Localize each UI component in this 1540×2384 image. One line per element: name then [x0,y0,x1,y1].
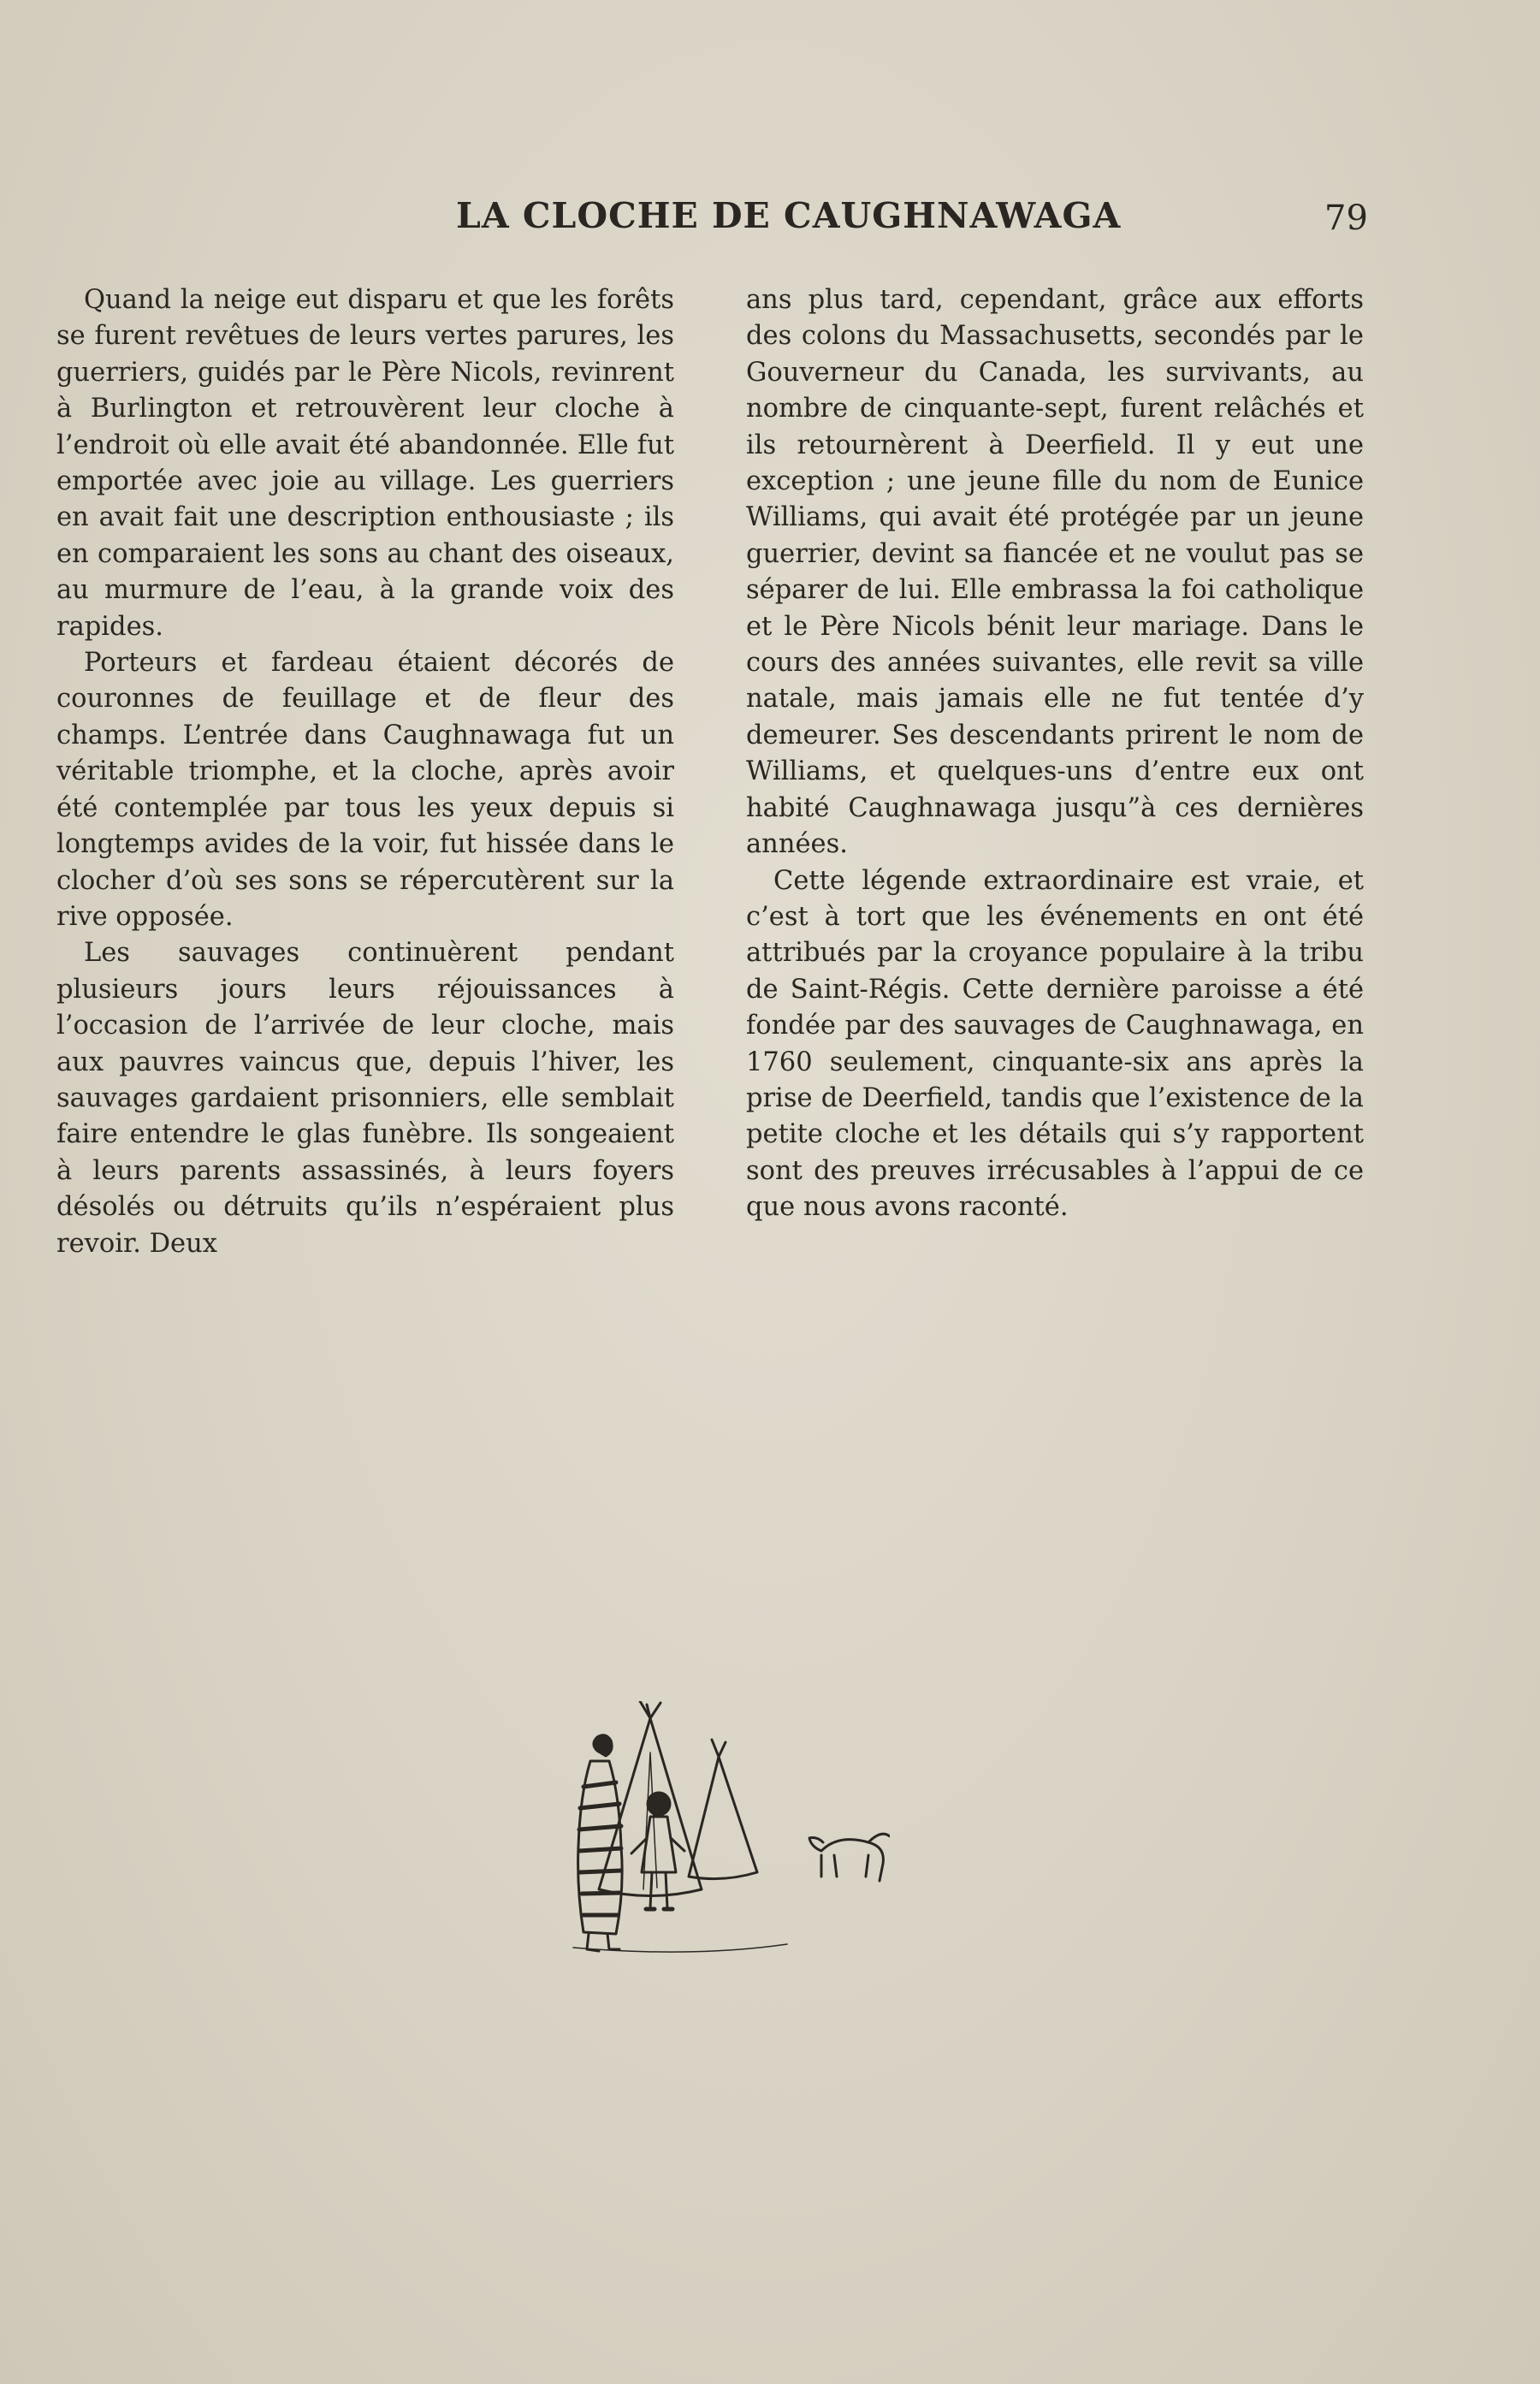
paragraph: Cette légende extraordinaire est vraie, et c’est à tort que les événements en ont été attribués par la croyance populaire à la tribu de Saint-Régis. Cette dernière paroisse a été fondée par des sauvages de Caughnawaga, en 1760 seulement, cinquante-six ans après la prise de Deerfield, tandis que l’existence de la petite cloche et les détails qui s’y rapportent sont des preuves irrécusables à l’appui de ce que nous avons raconté. [746,865,1364,1223]
page-header [0,195,1540,246]
page-number: 79 [1324,199,1368,238]
paragraph-continuation: ans plus tard, cependant, grâce aux efforts des colons du Massachusetts, secondés par le Gouverneur du Canada, les survivants, au nombre de cinquante-sept, furent relâchés et ils retournèrent à Deerfield. Il y eut une exception ; une jeune fille du nom de Eunice Williams, qui avait été protégée par un jeune guerrier, devint sa fiancée et ne voulut pas se séparer de lui. Elle embrassa la foi catholique et le Père Nicols bénit leur mariage. Dans le cours des années suivantes, elle revit sa ville natale, mais jamais elle ne fut tentée d’y demeurer. Ses descendants prirent le nom de Williams, et quelques-uns d’entre eux ont habité Caughnawaga jusqu”à ces dernières années. [746,285,1364,860]
paragraph: Quand la neige eut disparu et que les forêts se furent revêtues de leurs vertes parures, les guerriers, guidés par le Père Nicols, revinrent à Burlington et retrouvèrent leur cloche à l’endroit où elle avait été abandonnée. Elle fut emportée avec joie au village. Les guerriers en avait fait une description enthousiaste ; ils en comparaient les sons au chant des oiseaux, au murmure de l’eau, à la grande voix des rapides. [56,285,674,642]
paragraph: Porteurs et fardeau étaient décorés de couronnes de feuillage et de fleur des champs. L’entrée dans Caughnawaga fut un véritable triomphe, et la cloche, après avoir été contemplée par tous les yeux depuis si longtemps avides de la voir, fut hissée dans le clocher d’où ses sons se répercutèrent sur la rive opposée. [56,648,674,932]
tipi-vignette-icon [565,1701,890,1966]
right-column [746,282,1364,1226]
left-column [56,282,674,1262]
running-title: LA CLOCHE DE CAUGHNAWAGA [456,195,1122,236]
paragraph: Les sauvages continuèrent pendant plusieurs jours leurs réjouissances à l’occasion de l’arrivée de leur cloche, mais aux pauvres vaincus que, depuis l’hiver, les sauvages gardaient prisonniers, elle semblait faire entendre le glas funèbre. Ils songeaient à leurs parents assassinés, à leurs foyers désolés ou détruits qu’ils n’espéraient plus revoir. Deux [56,938,674,1259]
